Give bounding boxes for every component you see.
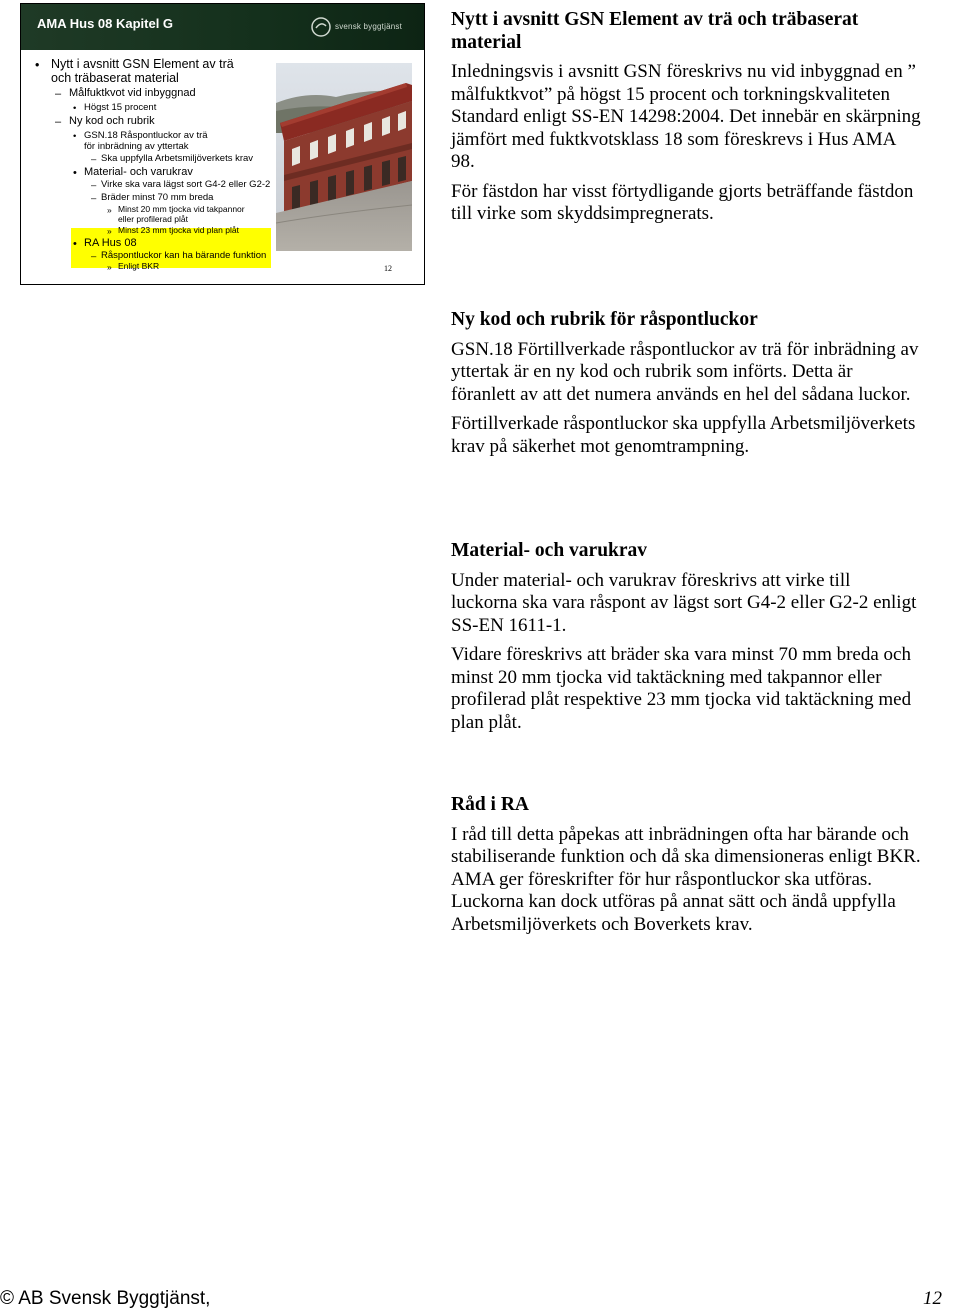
bullet-marker: •: [73, 103, 77, 114]
bullet-text: Högst 15 procent: [84, 102, 157, 113]
section-heading: Råd i RA: [451, 794, 530, 815]
slide-thumbnail: [20, 3, 425, 285]
section-heading: Nytt i avsnitt GSN Element av trä och träbaserat material: [451, 9, 859, 53]
bullet-text: Ny kod och rubrik: [69, 115, 155, 127]
slide-header: [21, 4, 424, 50]
section-heading: Ny kod och rubrik för råspontluckor: [451, 309, 758, 330]
bullet-text: Virke ska vara lägst sort G4-2 eller G2-2: [101, 179, 271, 190]
bullet-marker: •: [73, 238, 77, 250]
bullet-text: Enligt BKR: [118, 261, 160, 271]
bullet-text: Målfuktkvot vid inbyggnad: [69, 87, 196, 99]
section-paragraph: GSN.18 Förtillverkade råspontluckor av trä för inbrädning av yttertak är en ny kod och rubrik som införts. Detta är föranlett av att det numera används en hel del sådana luckor.: [451, 338, 919, 405]
bullet-text: GSN.18 Råspontluckor av trä: [84, 130, 208, 141]
bullet-marker: »: [107, 226, 112, 236]
svensk-byggtjanst-logo: [309, 10, 417, 44]
footer-copyright: © AB Svensk Byggtjänst,: [0, 1288, 211, 1309]
bullet-marker: –: [55, 116, 62, 128]
section-paragraph: För fästdon har visst förtydligande gjorts beträffande fästdon till virke som skyddsimpregnerats.: [451, 180, 914, 224]
logo-text: svensk byggtjänst: [335, 22, 402, 31]
bullet-marker: –: [55, 88, 62, 100]
bullet-marker: •: [73, 167, 77, 179]
bullet-text: eller profilerad plåt: [118, 214, 188, 224]
bullet-text: Råspontluckor kan ha bärande funktion: [101, 250, 267, 261]
bullet-text: för inbrädning av yttertak: [84, 141, 189, 152]
bullet-text: Minst 20 mm tjocka vid takpannor: [118, 204, 245, 214]
section-paragraph: Förtillverkade råspontluckor ska uppfylla Arbetsmiljöverkets krav på säkerhet mot genomtrampning.: [451, 413, 916, 457]
section-paragraph: I råd till detta påpekas att inbrädningen ofta har bärande och stabiliserande funktion och då ska dimensioneras enligt BKR. AMA ger föreskrifter för hur råspontluckor ska utföras. Luckorna kan dock utföras på annat sätt och ändå uppfylla Arbetsmiljöverkets och Boverkets krav.: [451, 823, 921, 935]
bullet-text: Minst 23 mm tjocka vid plan plåt: [118, 225, 239, 235]
section-material-och-varukrav: [451, 540, 921, 734]
slide-number: 12: [384, 264, 392, 273]
section-rad-i-ra: [451, 794, 921, 936]
bullet-text: RA Hus 08: [84, 237, 137, 249]
section-paragraph: Vidare föreskrivs att bräder ska vara minst 70 mm breda och minst 20 mm tjocka vid taktäckning med takpannor eller profilerad plåt respektive 23 mm tjocka vid taktäckning med plan plåt.: [451, 644, 912, 733]
bullet-text: och träbaserat material: [51, 71, 179, 85]
bullet-marker: –: [91, 154, 97, 165]
section-ny-kod: [451, 309, 921, 458]
bullet-text: Nytt i avsnitt GSN Element av trä: [51, 57, 234, 71]
bullet-text: Material- och varukrav: [84, 166, 193, 178]
bullet-text: Bräder minst 70 mm breda: [101, 192, 214, 203]
bullet-marker: –: [91, 193, 97, 204]
bullet-marker: •: [73, 131, 77, 142]
section-paragraph: Inledningsvis i avsnitt GSN föreskrivs nu vid inbyggnad en ” målfuktkvot” på högst 15 procent och torkningskvaliteten Standard enligt SS-EN 14298:2004. Det innebär en skärpning jämfört med fuktkvotsklass 18 som föreskrevs i Hus AMA 98.: [451, 61, 921, 172]
bullet-marker: »: [107, 205, 112, 215]
bullet-text: Ska uppfylla Arbetsmiljöverkets krav: [101, 153, 254, 164]
section-heading: Material- och varukrav: [451, 540, 648, 561]
section-nytt-i-avsnitt: [451, 9, 921, 226]
building-photo: [276, 63, 412, 251]
bullet-marker: –: [91, 251, 97, 262]
section-paragraph: Under material- och varukrav föreskrivs att virke till luckorna ska vara råspont av lägst sort G4-2 eller G2-2 enligt SS-EN 1611-1.: [451, 569, 917, 636]
bullet-marker: –: [91, 180, 97, 191]
slide-title: AMA Hus 08 Kapitel G: [37, 16, 174, 31]
bullet-marker: »: [107, 262, 112, 272]
bullet-marker: •: [35, 58, 40, 72]
footer-page-number: 12: [923, 1288, 942, 1309]
